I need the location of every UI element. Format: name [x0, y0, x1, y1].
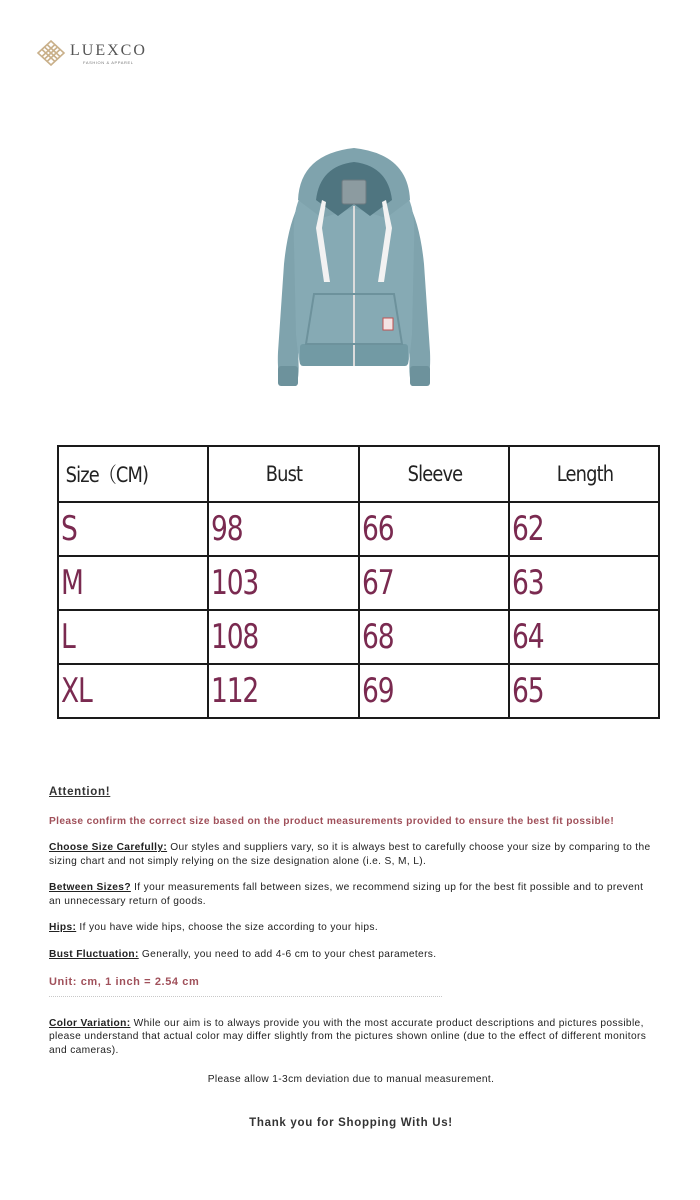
length-cell: 65: [509, 664, 659, 718]
attention-heading: Attention!: [49, 786, 111, 798]
choose-size-text: Our styles and suppliers vary, so it is always best to carefully choose your size by comparing to the sizing chart and not simply relying on the size designation alone (i.e. S, M, L).: [49, 842, 651, 867]
hips-note: [49, 921, 653, 935]
table-row: [58, 664, 659, 718]
brand-tagline: FASHION & APPAREL: [83, 60, 134, 65]
blue-zip-hoodie-image: [270, 144, 438, 390]
length-cell: 63: [509, 556, 659, 610]
bust-cell: 108: [208, 610, 358, 664]
size-notes: [49, 786, 653, 1130]
bust-fluctuation-label: Bust Fluctuation:: [49, 948, 139, 960]
color-variation-label: Color Variation:: [49, 1017, 131, 1029]
dotted-divider: [49, 996, 442, 997]
bust-cell: 112: [208, 664, 358, 718]
length-column-header: Length: [520, 446, 648, 502]
bust-fluctuation-note: [49, 948, 653, 962]
between-sizes-label: Between Sizes?: [49, 882, 131, 893]
fit-warning: Please confirm the correct size based on the product measurements provided to ensure the best fit possible!: [49, 815, 615, 827]
sleeve-cell: 67: [359, 556, 509, 610]
sleeve-cell: 66: [359, 502, 509, 556]
color-variation-text: While our aim is to always provide you with the most accurate product descriptions and pictures possible, please understand that actual color may differ slightly from the pictures shown online (due to the effect of different monitors and cameras).: [49, 1017, 647, 1056]
unit-note: Unit: cm, 1 inch = 2.54 cm: [49, 976, 200, 988]
size-cell: L: [58, 610, 208, 664]
size-column-header: Size（CM): [58, 446, 186, 502]
choose-size-label: Choose Size Carefully:: [49, 842, 168, 853]
brand-name: LUEXCO: [70, 42, 147, 59]
size-cell: M: [58, 556, 208, 610]
bust-cell: 98: [208, 502, 358, 556]
between-sizes-note: [49, 881, 653, 908]
brand-header: [36, 40, 147, 66]
sleeve-cell: 68: [359, 610, 509, 664]
size-cell: S: [58, 502, 208, 556]
bust-column-header: Bust: [220, 446, 348, 502]
sleeve-column-header: Sleeve: [370, 446, 498, 502]
size-cell: XL: [58, 664, 208, 718]
size-chart-table: [57, 445, 660, 719]
hips-text: If you have wide hips, choose the size according to your hips.: [76, 922, 379, 933]
bust-cell: 103: [208, 556, 358, 610]
between-sizes-text: If your measurements fall between sizes, we recommend sizing up for the best fit possible and to prevent an unnecessary return of goods.: [49, 882, 644, 907]
diamond-knot-logo-icon: [36, 40, 66, 66]
color-variation-note: [49, 1017, 653, 1058]
length-cell: 62: [509, 502, 659, 556]
choose-size-note: [49, 841, 653, 868]
length-cell: 64: [509, 610, 659, 664]
table-row: [58, 556, 659, 610]
hips-label: Hips:: [49, 922, 77, 933]
table-row: [58, 610, 659, 664]
sleeve-cell: 69: [359, 664, 509, 718]
bust-fluctuation-text: Generally, you need to add 4-6 cm to your chest parameters.: [138, 948, 437, 960]
size-table-header-row: [58, 446, 659, 502]
table-row: [58, 502, 659, 556]
thank-you-message: Thank you for Shopping With Us!: [249, 1116, 453, 1129]
deviation-note: Please allow 1-3cm deviation due to manual measurement.: [207, 1074, 495, 1085]
